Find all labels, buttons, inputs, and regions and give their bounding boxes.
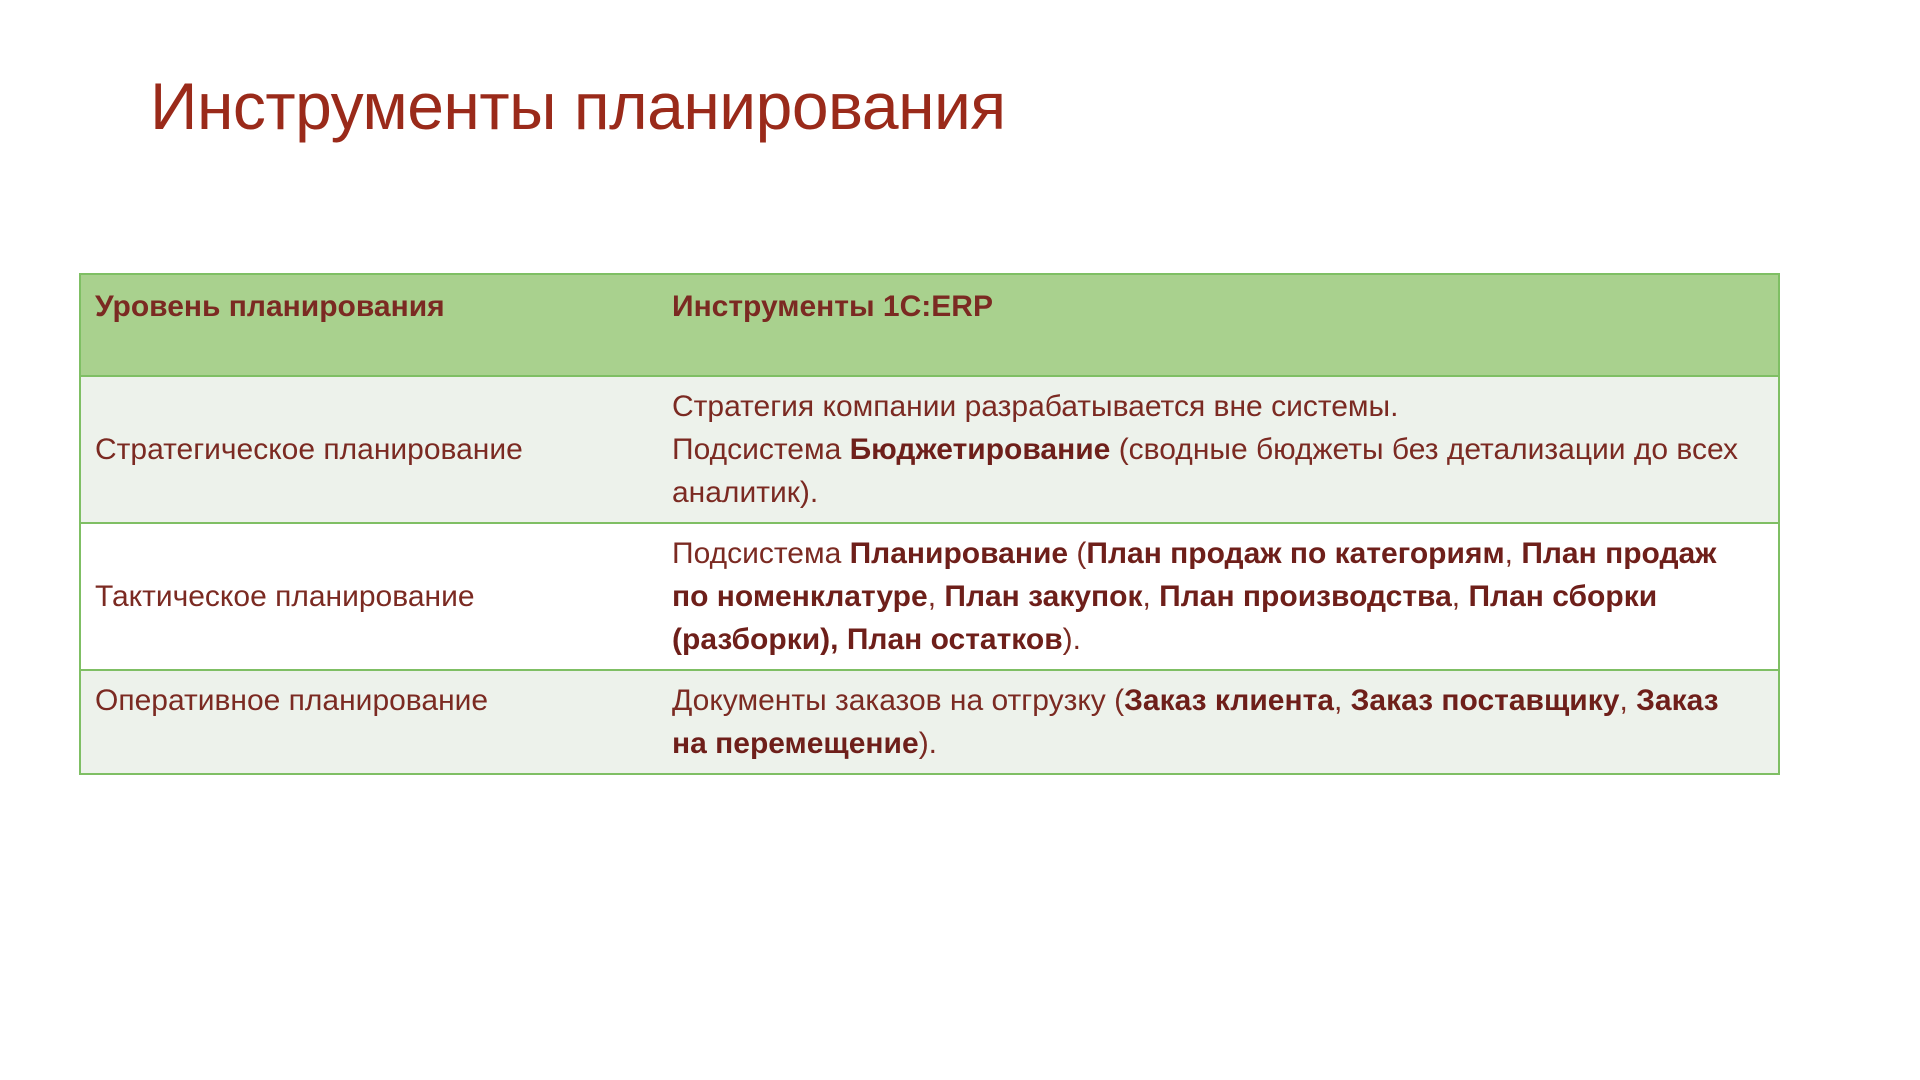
tools-text: Документы заказов на отгрузку ( (672, 684, 1125, 717)
tools-bold-item: План продаж по категориям (1086, 537, 1505, 570)
tools-separator: , (927, 580, 945, 613)
tools-separator: , (1333, 684, 1351, 717)
row-level-operational: Оперативное планирование (95, 684, 489, 717)
tools-bold-subsystem: Бюджетирование (849, 433, 1111, 466)
tools-bold-item: Заказ клиента (1124, 684, 1334, 717)
tools-text: Подсистема (672, 537, 850, 570)
tools-text: Стратегия компании разрабатывается вне системы. (672, 390, 1399, 423)
tools-separator: , (1504, 537, 1522, 570)
tools-text: ( (1068, 537, 1087, 570)
row-level-strategic: Стратегическое планирование (95, 433, 523, 466)
tools-text: ). (918, 727, 938, 760)
tools-text: (сводные бюджеты без детализации до всех аналитик). (672, 433, 1739, 509)
planning-tools-table (79, 273, 1780, 775)
table-row (81, 376, 1778, 523)
tools-bold-item: План закупок (944, 580, 1143, 613)
table-header-row (81, 275, 1778, 376)
tools-bold-item: План производства (1159, 580, 1452, 613)
tools-separator: , (1451, 580, 1469, 613)
table-row (81, 523, 1778, 670)
tools-bold-subsystem: Планирование (849, 537, 1069, 570)
row-tools-tactical (658, 523, 1778, 670)
slide-title: Инструменты планирования (150, 69, 1006, 143)
row-tools-strategic (658, 376, 1778, 523)
tools-bold-item: План продаж по номенклатуре (672, 537, 1717, 613)
tools-bold-item: Заказ поставщику (1350, 684, 1620, 717)
tools-separator: , (1619, 684, 1637, 717)
tools-separator: , (1142, 580, 1160, 613)
tools-text: ). (1062, 623, 1081, 656)
row-level-tactical: Тактическое планирование (95, 580, 475, 613)
tools-text: Подсистема (672, 433, 850, 466)
table-row (81, 670, 1778, 773)
header-erp-tools: Инструменты 1С:ERP (672, 290, 993, 323)
header-planning-level: Уровень планирования (95, 290, 445, 323)
row-tools-operational (658, 670, 1778, 773)
tools-bold-item: План сборки (разборки), План остатков (672, 580, 1658, 656)
tools-bold-item: Заказ на перемещение (672, 684, 1719, 760)
